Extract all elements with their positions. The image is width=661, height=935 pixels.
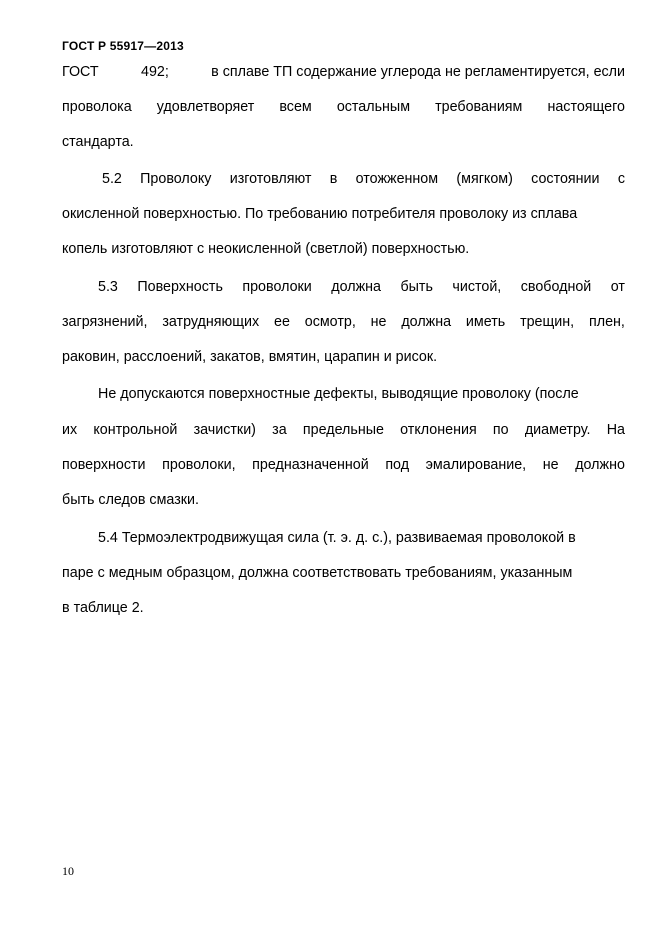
word: 5.3 [98, 279, 118, 295]
word: осмотр, [304, 314, 356, 330]
word: с [617, 171, 625, 187]
text-line [62, 98, 625, 116]
word: их [62, 422, 78, 438]
word: остальным [336, 99, 411, 115]
word: свободной [520, 279, 592, 295]
text-line: Не допускаются поверхностные дефекты, выводящие проволоку (после [98, 386, 579, 402]
text-line: окисленной поверхностью. По требованию потребителя проволоку из сплава [62, 206, 578, 222]
text-line [62, 63, 625, 81]
word: от [610, 279, 625, 295]
word: Поверхность [137, 279, 223, 295]
text-line [62, 313, 625, 331]
word: затрудняющих [162, 314, 260, 330]
word: иметь [465, 314, 506, 330]
text-line: копель изготовляют с неокисленной (светлой) поверхностью. [62, 241, 470, 257]
word: трещин, [520, 314, 575, 330]
text-line [62, 170, 625, 188]
word: удовлетворяет [156, 99, 255, 115]
word: предельные [302, 422, 384, 438]
word: не [370, 314, 387, 330]
word: по [492, 422, 509, 438]
word: проволоки, [162, 457, 236, 473]
word: предназначенной [252, 457, 369, 473]
word: под [385, 457, 410, 473]
word: в [329, 171, 338, 187]
text-line: раковин, расслоений, закатов, вмятин, царапин и рисок. [62, 349, 438, 365]
word: чистой, [452, 279, 502, 295]
word: должно [575, 457, 625, 473]
word: плен, [588, 314, 625, 330]
word: ГОСТ [62, 64, 99, 80]
word: требованиям [435, 99, 523, 115]
text-line [62, 421, 625, 439]
word: не [542, 457, 559, 473]
text-line: в таблице 2. [62, 600, 144, 616]
word: (мягком) [456, 171, 513, 187]
word: всем [279, 99, 312, 115]
word: настоящего [547, 99, 625, 115]
word: должна [331, 279, 381, 295]
text-line: 5.4 Термоэлектродвижущая сила (т. э. д. с.), развиваемая проволокой в [98, 530, 576, 546]
text-line: паре с медным образцом, должна соответствовать требованиям, указанным [62, 565, 573, 581]
word: за [272, 422, 287, 438]
word: 5.2 [102, 171, 122, 187]
text-line: быть следов смазки. [62, 492, 199, 508]
word: контрольной [93, 422, 178, 438]
text-line [62, 278, 625, 296]
word: загрязнений, [62, 314, 148, 330]
word: в сплаве ТП содержание углерода не регламентируется, если [211, 64, 625, 80]
word: диаметру. [524, 422, 591, 438]
word: должна [401, 314, 452, 330]
word: зачистки) [193, 422, 256, 438]
word: На [606, 422, 625, 438]
word: Проволоку [140, 171, 212, 187]
word: изготовляют [229, 171, 312, 187]
word: проволоки [242, 279, 312, 295]
standard-header: ГОСТ Р 55917—2013 [62, 39, 184, 53]
text-line: стандарта. [62, 134, 134, 150]
word: 492; [141, 64, 169, 80]
word: проволока [62, 99, 132, 115]
word: эмалирование, [425, 457, 527, 473]
word: отожженном [355, 171, 439, 187]
page-number: 10 [62, 864, 74, 878]
word: поверхности [62, 457, 146, 473]
word: отклонения [400, 422, 477, 438]
word: быть [400, 279, 433, 295]
text-line [62, 456, 625, 474]
word: состоянии [531, 171, 600, 187]
word: ее [274, 314, 290, 330]
